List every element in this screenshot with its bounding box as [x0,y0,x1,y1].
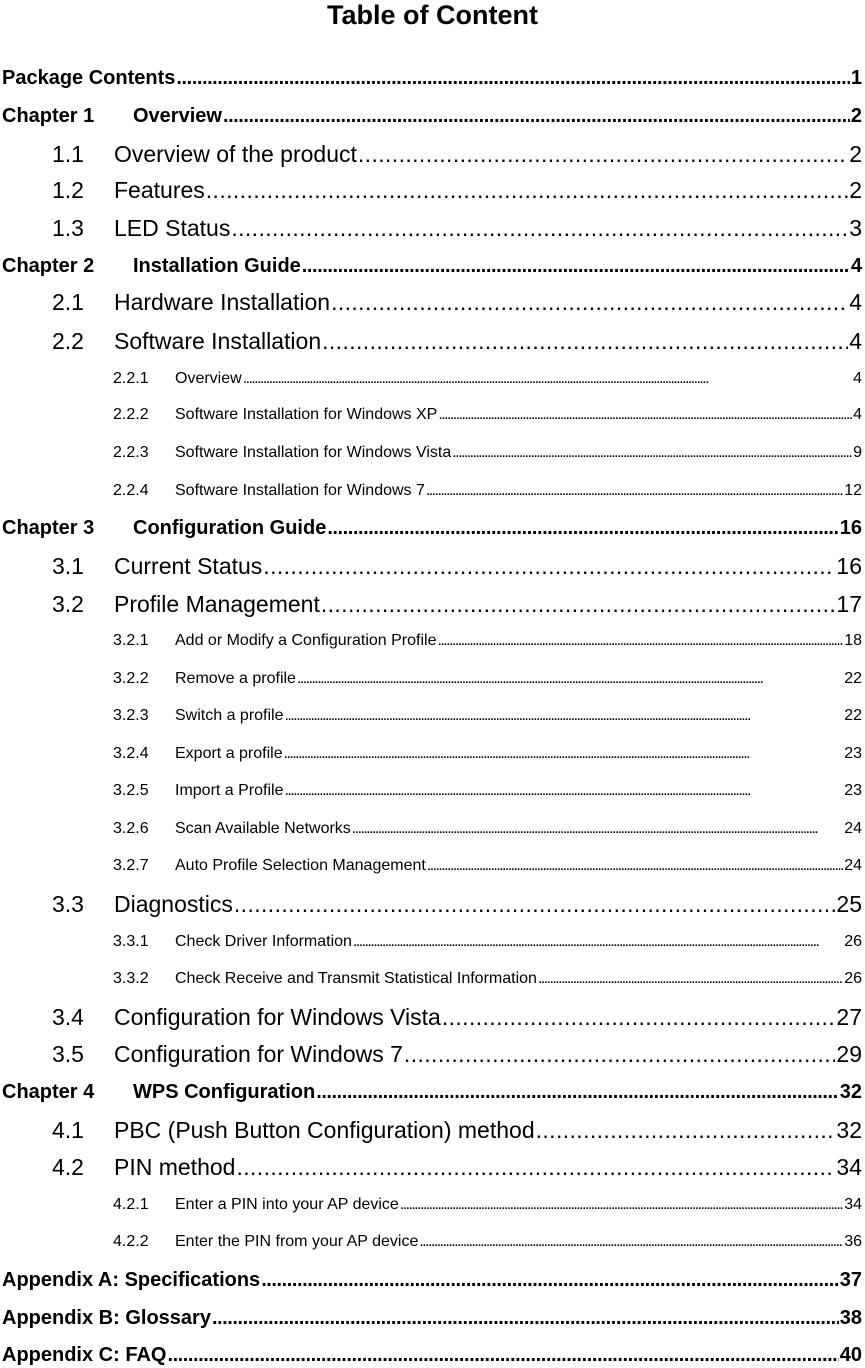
toc-entry-title: Appendix C: FAQ [2,1344,167,1366]
toc-chapter-entry[interactable] [2,1268,862,1292]
toc-entry-number: 2.1 [52,289,84,315]
toc-dot-leader [263,552,835,580]
toc-entry-page: 4 [853,370,862,387]
toc-entry-page: 4 [850,255,862,277]
toc-chapter-entry[interactable] [2,1343,862,1367]
toc-entry-page: 32 [839,1081,862,1103]
toc-entry-number: 3.2.1 [113,632,149,649]
toc-entry-page: 23 [844,745,862,762]
toc-dot-leader [437,631,843,651]
toc-entry-title: Overview [133,105,222,127]
toc-entry-title: Installation Guide [133,255,301,277]
toc-entry-number: 2.2.2 [113,406,149,423]
toc-entry-number: 3.5 [52,1041,84,1067]
toc-entry-number: Chapter 3 [2,517,95,539]
toc-entry-page: 17 [836,591,862,617]
toc-dot-leader [358,140,848,168]
toc-subsection-entry[interactable] [113,706,862,726]
toc-chapter-entry[interactable] [2,104,862,128]
toc-entry-number: Chapter 1 [2,105,95,127]
toc-entry-title: Current Status [114,553,263,579]
toc-section-entry[interactable] [52,176,862,204]
toc-dot-leader [452,443,852,463]
toc-section-entry[interactable] [52,890,862,918]
toc-entry-title: Overview [175,370,242,387]
toc-entry-number: 3.2.6 [113,820,149,837]
toc-entry-page: 37 [839,1269,862,1291]
toc-dot-leader [243,369,852,389]
toc-entry-page: 2 [849,141,862,167]
toc-entry-page: 3 [849,215,862,241]
toc-entry-page: 22 [844,670,862,687]
toc-chapter-entry[interactable] [2,254,862,278]
toc-dot-leader [206,176,848,204]
toc-dot-leader [331,288,848,316]
toc-entry-title: Export a profile [175,745,283,762]
toc-entry-number: 3.2.2 [113,670,149,687]
toc-subsection-entry[interactable] [113,405,862,425]
toc-entry-number: 4.2.2 [113,1233,149,1250]
toc-entry-number: 3.2.7 [113,857,149,874]
toc-entry-number: 2.2.3 [113,444,149,461]
toc-subsection-entry[interactable] [113,744,862,764]
toc-entry-title: Add or Modify a Configuration Profile [175,632,437,649]
toc-dot-leader [426,481,843,501]
toc-entry-title: PIN method [114,1154,236,1180]
toc-dot-leader [223,104,850,128]
toc-entry-title: Appendix A: Specifications [2,1269,261,1291]
toc-subsection-entry[interactable] [113,781,862,801]
toc-entry-page: 29 [836,1041,862,1067]
toc-entry-page: 34 [844,1196,862,1213]
toc-entry-title: Scan Available Networks [175,820,351,837]
toc-entry-page: 22 [844,707,862,724]
toc-dot-leader [427,856,843,876]
toc-entry-page: 34 [836,1154,862,1180]
toc-dot-leader [302,254,850,278]
toc-entry-title: Import a Profile [175,782,284,799]
toc-subsection-entry[interactable] [113,443,862,463]
toc-entry-number: 4.1 [52,1117,84,1143]
toc-chapter-entry[interactable] [2,516,862,540]
toc-entry-number: 1.2 [52,177,84,203]
toc-dot-leader [261,1268,839,1292]
toc-entry-page: 9 [853,444,862,461]
toc-subsection-entry[interactable] [113,1195,862,1215]
toc-entry-number: 2.2.4 [113,482,149,499]
toc-entry-number: 2.2.1 [113,370,149,387]
toc-section-entry[interactable] [52,1003,862,1031]
toc-entry-page: 18 [844,632,862,649]
toc-entry-page: 23 [844,782,862,799]
toc-dot-leader [167,1343,838,1367]
toc-entry-number: Chapter 4 [2,1081,95,1103]
toc-entry-page: 12 [844,482,862,499]
toc-subsection-entry[interactable] [113,856,862,876]
toc-entry-title: Configuration Guide [133,517,327,539]
toc-entry-page: 16 [836,553,862,579]
toc-dot-leader [284,744,844,764]
toc-subsection-entry[interactable] [113,819,862,839]
toc-entry-page: 4 [849,289,862,315]
toc-subsection-entry[interactable] [113,969,862,989]
toc-section-entry[interactable] [52,140,862,168]
toc-entry-number: Chapter 2 [2,255,95,277]
toc-dot-leader [353,932,843,952]
toc-entry-title: Check Driver Information [175,933,352,950]
toc-dot-leader [538,969,843,989]
toc-section-entry[interactable] [52,327,862,355]
toc-entry-page: 16 [839,517,862,539]
toc-entry-title: Software Installation for Windows Vista [175,444,452,461]
toc-entry-page: 36 [844,1233,862,1250]
toc-entry-number: 3.2 [52,591,84,617]
toc-entry-title: Enter a PIN into your AP device [175,1196,399,1213]
toc-entry-page: 38 [839,1307,862,1329]
toc-section-entry[interactable] [52,1040,862,1068]
toc-dot-leader [316,1080,839,1104]
toc-entry-page: 27 [836,1004,862,1030]
toc-entry-number: 4.2 [52,1154,84,1180]
toc-entry-title: Appendix B: Glossary [2,1307,211,1329]
toc-dot-leader [285,706,844,726]
toc-entry-page: 24 [844,857,862,874]
toc-chapter-entry[interactable] [2,1306,862,1330]
toc-entry-page: 4 [853,406,862,423]
toc-entry-page: 2 [850,105,862,127]
toc-entry-number: 3.1 [52,553,84,579]
toc-entry-number: 3.2.5 [113,782,149,799]
toc-entry-title: LED Status [114,215,231,241]
toc-entry-number: 3.3.2 [113,970,149,987]
toc-dot-leader [284,781,843,801]
toc-entry-title: PBC (Push Button Configuration) method [114,1117,535,1143]
toc-entry-title: Overview of the product [114,141,357,167]
toc-entry-number: 3.2.4 [113,745,149,762]
toc-entry-page: 4 [849,328,862,354]
toc-dot-leader [212,1306,839,1330]
toc-entry-title: Configuration for Windows Vista [114,1004,441,1030]
toc-entry-number: 4.2.1 [113,1196,149,1213]
toc-dot-leader [536,1116,836,1144]
toc-entry-number: 1.1 [52,141,84,167]
toc-entry-page: 25 [836,891,862,917]
toc-entry-number: 1.3 [52,215,84,241]
toc-entry-title: Enter the PIN from your AP device [175,1233,419,1250]
toc-chapter-entry[interactable] [2,66,862,90]
toc-entry-title: Software Installation [114,328,322,354]
toc-section-entry[interactable] [52,590,862,618]
toc-dot-leader [234,890,836,918]
toc-section-entry[interactable] [52,1116,862,1144]
toc-subsection-entry[interactable] [113,932,862,952]
toc-dot-leader [321,590,836,618]
toc-dot-leader [176,66,849,90]
toc-section-entry[interactable] [52,288,862,316]
toc-entry-title: Switch a profile [175,707,284,724]
toc-section-entry[interactable] [52,1153,862,1181]
toc-entry-title: Software Installation for Windows 7 [175,482,425,499]
toc-entry-page: 32 [836,1117,862,1143]
toc-entry-number: 3.3.1 [113,933,149,950]
toc-entry-number: 3.4 [52,1004,84,1030]
toc-entry-number: 2.2 [52,328,84,354]
toc-subsection-entry[interactable] [113,1232,862,1252]
toc-entry-page: 26 [844,933,862,950]
toc-subsection-entry[interactable] [113,631,862,651]
toc-dot-leader [236,1153,835,1181]
toc-entry-title: Remove a profile [175,670,296,687]
toc-entry-title: WPS Configuration [133,1081,316,1103]
toc-entry-title: Diagnostics [114,891,233,917]
toc-dot-leader [404,1040,835,1068]
toc-entry-title: Software Installation for Windows XP [175,406,438,423]
toc-dot-leader [231,214,848,242]
toc-section-entry[interactable] [52,552,862,580]
toc-entry-page: 40 [839,1344,862,1366]
toc-entry-page: 2 [849,177,862,203]
toc-entry-title: Profile Management [114,591,320,617]
toc-entry-page: 26 [844,970,862,987]
toc-dot-leader [419,1232,843,1252]
toc-dot-leader [327,516,838,540]
toc-entry-number: 3.3 [52,891,84,917]
toc-entry-title: Auto Profile Selection Management [175,857,426,874]
toc-entry-title: Features [114,177,205,203]
toc-dot-leader [400,1195,843,1215]
toc-chapter-entry[interactable] [2,1080,862,1104]
toc-dot-leader [438,405,852,425]
toc-entry-title: Hardware Installation [114,289,331,315]
toc-entry-title: Configuration for Windows 7 [114,1041,403,1067]
toc-section-entry[interactable] [52,214,862,242]
toc-entry-number: 3.2.3 [113,707,149,724]
toc-dot-leader [297,669,843,689]
page-title: Table of Content [327,0,538,30]
toc-entry-title: Check Receive and Transmit Statistical Information [175,970,537,987]
toc-entry-title: Package Contents [2,67,176,89]
toc-subsection-entry[interactable] [113,369,862,389]
toc-dot-leader [352,819,843,839]
toc-subsection-entry[interactable] [113,481,862,501]
toc-subsection-entry[interactable] [113,669,862,689]
toc-dot-leader [442,1003,836,1031]
toc-dot-leader [322,327,848,355]
toc-entry-page: 24 [844,820,862,837]
toc-entry-page: 1 [850,67,862,89]
